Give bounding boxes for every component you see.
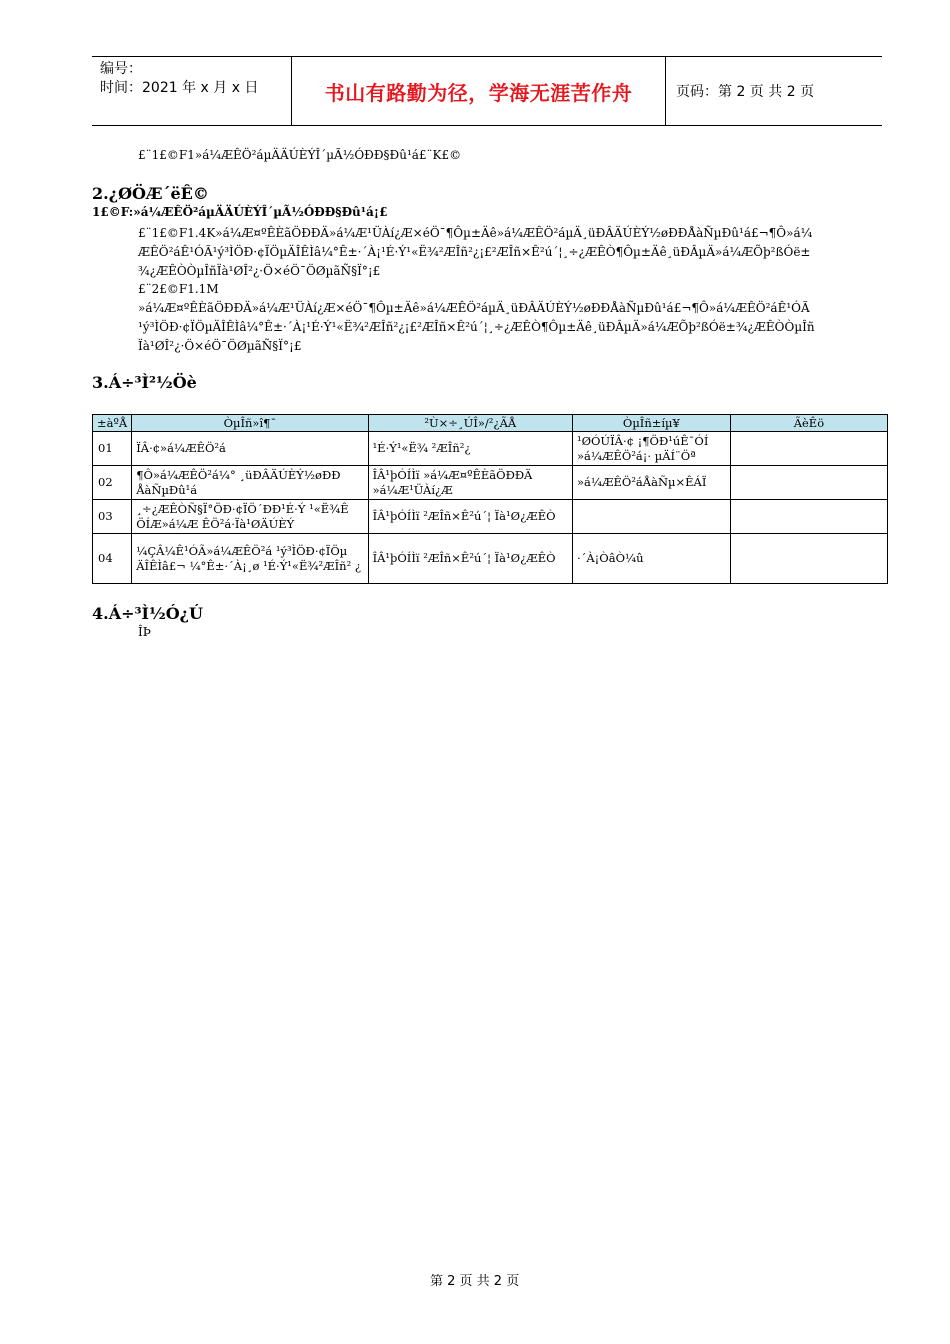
row-department: ÎÂ¹þÓÍÌï ²ÆÎñ×Ê²ú´¦ Ïà¹Ø¿ÆÊÒ [368,534,572,584]
table-header-row [93,415,888,432]
row-form [572,500,730,534]
row-description [730,500,887,534]
row-form: ¹ØÓÚÏÂ·¢ ¡¶ÖÐ¹úÊ¯ÓÍ »á¼ÆÊÖ²á¡· µÄÍ¨Öª [572,432,730,466]
paragraph-1-line-1: £¨1£©F1.4K»á¼Æ¤ºÊÈãÖÐÐÄ»á¼Æ¹ÜÀí¿Æ×éÖ¯¶Ôµ±Äê»á¼ÆÊÖ²áµÄ¸üÐÂÄÚÈÝ½øÐÐÅàÑµÐû¹á£¬¶Ô»á¼ [138,226,813,240]
section-3-title: 3.Á÷³Ì²½Öè [92,373,197,392]
column-header-department: ²Ù×÷¸ÚÎ»/²¿ÃÅ [368,415,572,432]
table-row [93,432,888,466]
process-table [92,414,888,584]
section-4-title: 4.Á÷³Ì½Ó¿Ú [92,604,203,623]
row-activity: ÏÂ·¢»á¼ÆÊÖ²á [132,432,368,466]
row-number: 02 [93,466,132,500]
page-header [92,56,882,126]
row-department: ÎÂ¹þÓÍÌï ²ÆÎñ×Ê²ú´¦ Ïà¹Ø¿ÆÊÒ [368,500,572,534]
header-motto: 书山有路勤为径，学海无涯苦作舟 [292,57,666,125]
paragraph-2-line-3: Ïà¹ØÎ²¿·Ö×éÖ¯ÖØµãÑ§Ï°¡£ [138,339,302,353]
row-form: »á¼ÆÊÖ²áÅàÑµ×ÊÁÏ [572,466,730,500]
paragraph-2-line-2: ¹ý³ÌÖÐ·¢ÏÖµÄÎÊÌâ¼°Ê±·´À¡¹É·Ý¹«Ë¾²ÆÎñ²¿¡£²ÆÎñ×Ê²ú´¦¸÷¿ÆÊÒ¶Ôµ±Äê¸üÐÂµÄ»á¼ÆÕþ²ßÓë±¾¿ÆÊÒÒµÎñ [138,320,815,334]
paragraph-1-line-3: ¾¿ÆÊÒÒµÎñÏà¹ØÎ²¿·Ö×éÖ¯ÖØµãÑ§Ï°¡£ [138,264,381,278]
header-meta [92,57,292,125]
row-number: 04 [93,534,132,584]
page-footer: 第 2 页 共 2 页 [430,1274,520,1289]
row-description [730,432,887,466]
row-activity: ¶Ô»á¼ÆÊÖ²á¼° ¸üÐÂÄÚÈÝ½øÐÐ ÅàÑµÐû¹á [132,466,368,500]
column-header-number: ±àºÅ [93,415,132,432]
paragraph-1-line-2: ÆÊÖ²áÊ¹ÓÃ¹ý³ÌÖÐ·¢ÏÖµÄÎÊÌâ¼°Ê±·´À¡¹É·Ý¹«Ë¾²ÆÎñ²¿¡£²ÆÎñ×Ê²ú´¦¸÷¿ÆÊÒ¶Ôµ±Äê¸üÐÂµÄ»á¼ÆÕþ²ßÓë± [138,245,811,259]
row-department: ÎÂ¹þÓÍÌï »á¼Æ¤ºÊÈãÖÐÐÄ »á¼Æ¹ÜÀí¿Æ [368,466,572,500]
intro-line: £¨1£©F1»á¼ÆÊÖ²áµÄÄÚÈÝÎ´µÃ½ÓÐÐ§Ðû¹á£¨K£© [138,148,462,162]
section-2-title: 2.¿ØÖÆ´ëÊ© [92,184,209,203]
number-label: 编号： [100,61,142,77]
row-number: 01 [93,432,132,466]
paragraph-2-label: £¨2£©F1.1M [138,282,219,296]
row-form: ·´À¡ÒâÒ¼û [572,534,730,584]
table-row [93,466,888,500]
row-activity: ¸÷¿ÆÊÒÑ§Ï°ÖÐ·¢ÏÖ´ÐÐ¹É·Ý ¹«Ë¾Ê ÖÍÆ»á¼Æ ÊÖ²á·Ïà¹ØÄÚÈÝ [132,500,368,534]
row-department: ¹É·Ý¹«Ë¾ ²ÆÎñ²¿ [368,432,572,466]
column-header-activity: ÒµÎñ»î¶¯ [132,415,368,432]
row-description [730,534,887,584]
row-description [730,466,887,500]
section-4-body: ÎÞ [138,625,151,639]
table-row [93,534,888,584]
section-2-subtitle: 1£©F:»á¼ÆÊÖ²áµÄÄÚÈÝÎ´µÃ½ÓÐÐ§Ðû¹á¡£ [92,205,388,219]
row-number: 03 [93,500,132,534]
time-label: 时间：2021 年 x 月 x 日 [100,80,259,96]
paragraph-2-line-1: »á¼Æ¤ºÊÈãÖÐÐÄ»á¼Æ¹ÜÀí¿Æ×éÖ¯¶Ôµ±Äê»á¼ÆÊÖ²áµÄ¸üÐÂÄÚÈÝ½øÐÐÅàÑµÐû¹á£¬¶Ô»á¼ÆÊÖ²áÊ¹ÓÃ [138,301,810,315]
row-activity: ¼ÇÂ¼Ê¹ÓÃ»á¼ÆÊÖ²á ¹ý³ÌÖÐ·¢ÏÖµ ÄÎÊÌâ£¬ ¼°Ê±·´À¡¸ø ¹É·Ý¹«Ë¾²ÆÎñ² ¿ [132,534,368,584]
header-page-label: 页码：第 2 页 共 2 页 [676,84,815,100]
table-row [93,500,888,534]
column-header-description: ÃèÊö [730,415,887,432]
column-header-form: ÒµÎñ±íµ¥ [572,415,730,432]
